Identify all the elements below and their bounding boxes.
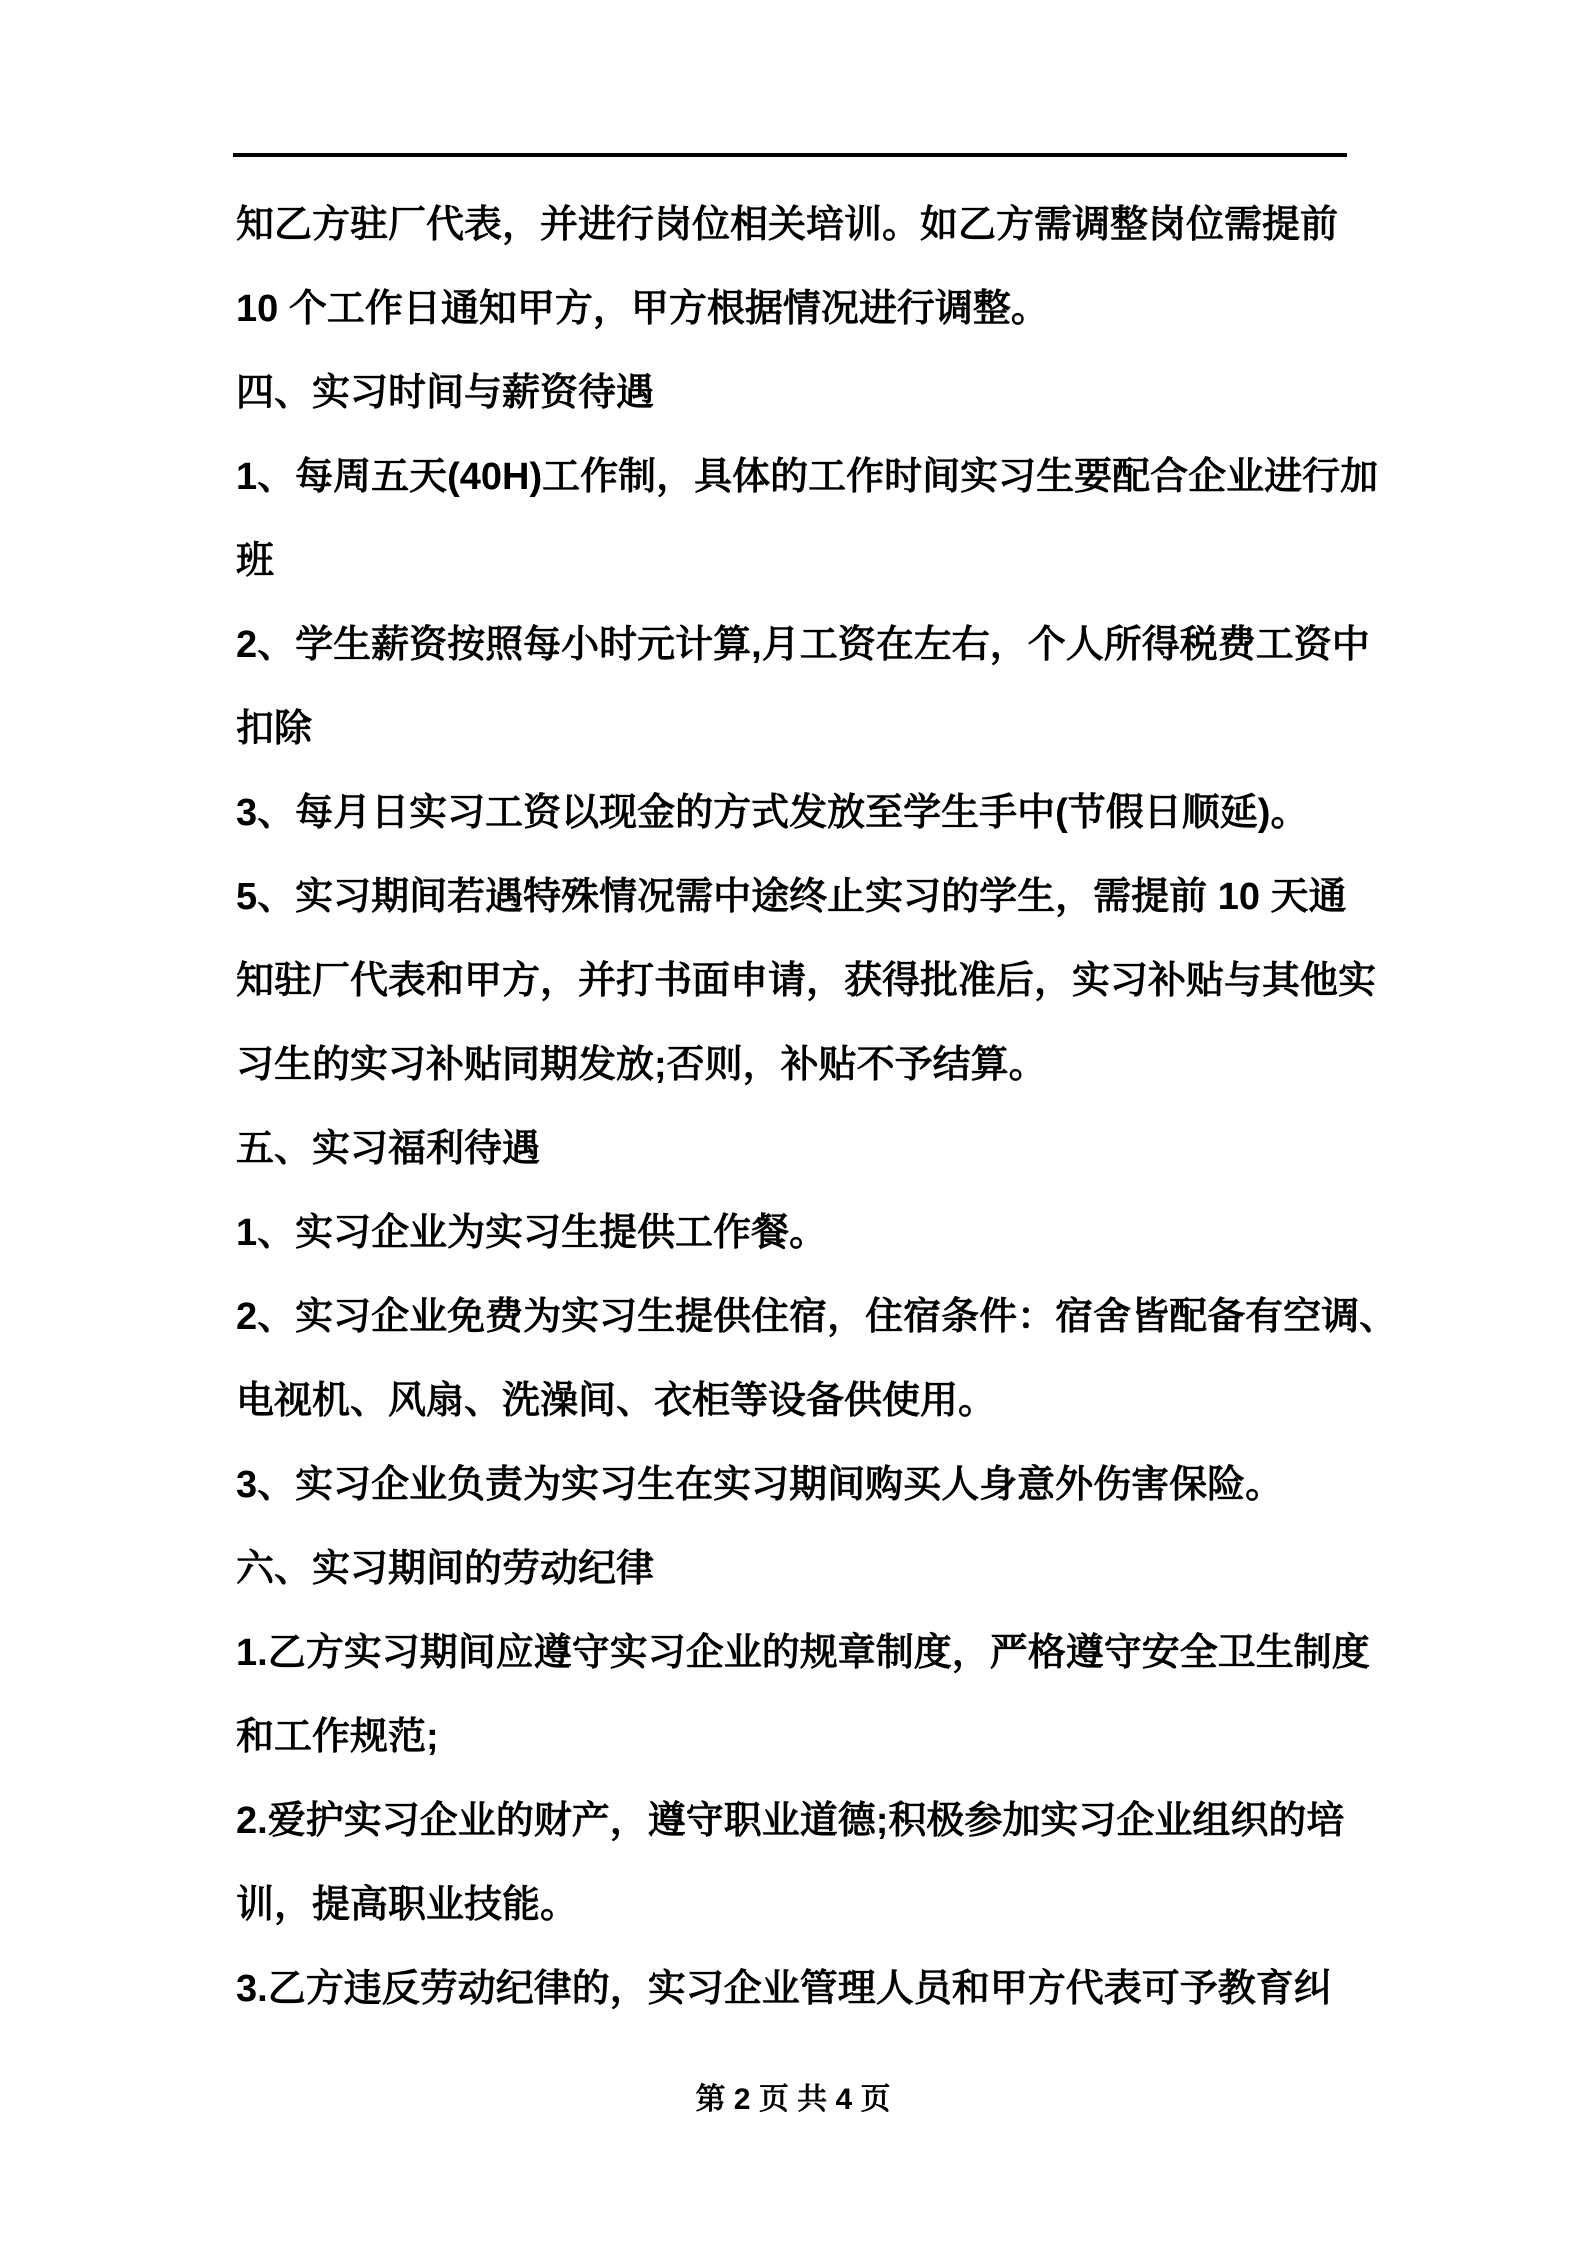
document-line: 10 个工作日通知甲方，甲方根据情况进行调整。 <box>236 288 1049 330</box>
header-rule <box>233 153 1347 157</box>
document-line: 1.乙方实习期间应遵守实习企业的规章制度，严格遵守安全卫生制度 <box>236 1632 1370 1674</box>
document-line: 电视机、风扇、洗澡间、衣柜等设备供使用。 <box>236 1380 997 1422</box>
section-heading: 五、实习福利待遇 <box>236 1128 541 1170</box>
document-line: 班 <box>236 540 275 582</box>
document-line: 3、每月日实习工资以现金的方式发放至学生手中(节假日顺延)。 <box>236 792 1309 834</box>
document-line: 2、学生薪资按照每小时元计算,月工资在左右，个人所得税费工资中 <box>236 624 1370 666</box>
section-heading: 四、实习时间与薪资待遇 <box>236 372 655 414</box>
document-line: 训，提高职业技能。 <box>236 1884 579 1926</box>
document-line: 3.乙方违反劳动纪律的，实习企业管理人员和甲方代表可予教育纠 <box>236 1968 1332 2010</box>
page-footer: 第 2 页 共 4 页 <box>695 2083 891 2116</box>
document-line: 扣除 <box>236 708 313 750</box>
document-line: 知驻厂代表和甲方，并打书面申请，获得批准后，实习补贴与其他实 <box>236 960 1377 1002</box>
document-line: 2、实习企业免费为实习生提供住宿，住宿条件：宿舍皆配备有空调、 <box>236 1296 1398 1338</box>
document-line: 习生的实习补贴同期发放;否则，补贴不予结算。 <box>236 1044 1047 1086</box>
document-line: 2.爱护实习企业的财产，遵守职业道德;积极参加实习企业组织的培 <box>236 1800 1345 1842</box>
section-heading: 六、实习期间的劳动纪律 <box>236 1548 655 1590</box>
document-line: 3、实习企业负责为实习生在实习期间购买人身意外伤害保险。 <box>236 1464 1284 1506</box>
document-line: 1、每周五天(40H)工作制，具体的工作时间实习生要配合企业进行加 <box>236 456 1379 498</box>
document-line: 知乙方驻厂代表，并进行岗位相关培训。如乙方需调整岗位需提前 <box>236 204 1339 246</box>
document-line: 和工作规范; <box>236 1716 439 1758</box>
document-line: 1、实习企业为实习生提供工作餐。 <box>236 1212 828 1254</box>
document-body <box>236 183 1398 2031</box>
document-line: 5、实习期间若遇特殊情况需中途终止实习的学生，需提前 10 天通 <box>236 876 1347 918</box>
